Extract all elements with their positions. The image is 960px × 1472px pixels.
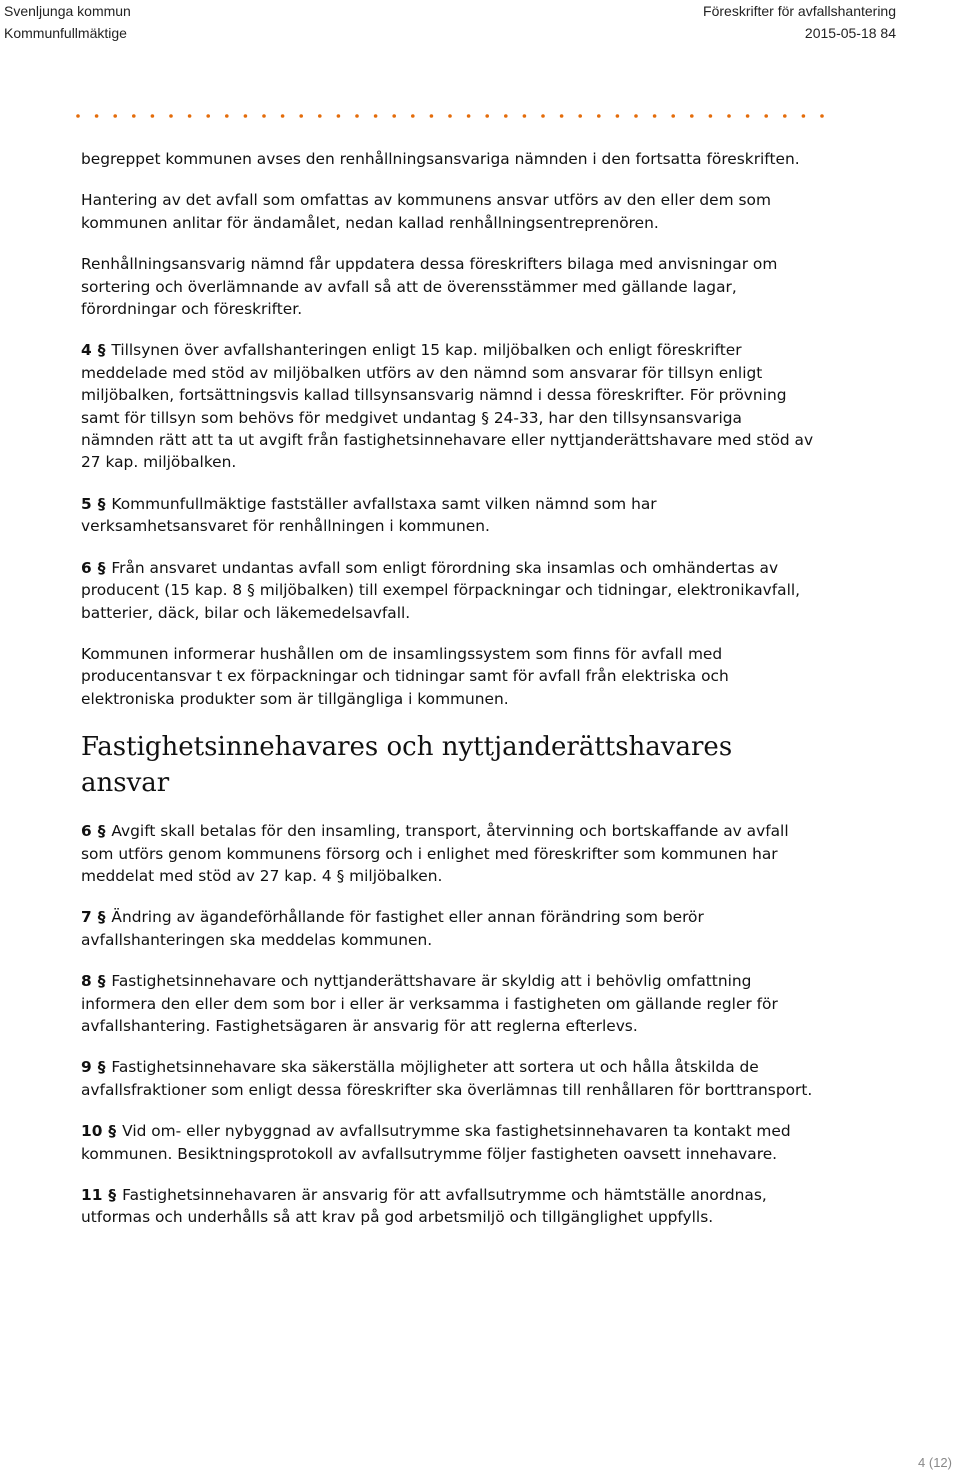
divider-dot (671, 114, 675, 118)
divider-dot (281, 114, 285, 118)
divider-dot (299, 114, 303, 118)
divider-dot (76, 114, 80, 118)
section-heading: Fastighetsinnehavares och nyttjanderättshavares ansvar (81, 732, 733, 799)
section-10 (81, 1120, 816, 1165)
divider-dot (616, 114, 620, 118)
paragraph: Kommunen informerar hushållen om de insamlingssystem som finns för avfall med producentansvar t ex förpackningar och tidningar samt för avfall från elektriska och elektroniska produkter som är tillgängliga i kommunen. (81, 644, 729, 708)
page-number: 4 (12) (918, 1455, 952, 1470)
paragraph: begreppet kommunen avses den renhållningsansvariga nämnden i den fortsatta föreskriften. (81, 150, 800, 168)
section-symbol: § (97, 908, 106, 927)
section-text: Från ansvaret undantas avfall som enligt förordning ska insamlas och omhändertas av producent (15 kap. 8 § miljöbalken) till exempel förpackningar och tidningar, elektronikavfall, batterier, däck, bilar och läkemedelsavfall. (81, 558, 801, 622)
section-9 (81, 1056, 816, 1101)
section-5 (81, 493, 816, 538)
divider-dot (820, 114, 824, 118)
section-symbol: § (97, 494, 106, 513)
section-num: 11 (81, 1186, 103, 1204)
header-org: Svenljunga kommun (4, 3, 131, 19)
header-date-ref: 2015-05-18 84 (804, 25, 896, 41)
section-num: 8 (81, 972, 92, 991)
divider-dot (634, 114, 638, 118)
divider-dot (727, 114, 731, 118)
divider-dot (802, 114, 806, 118)
section-num: 6 (81, 822, 92, 841)
divider-dot (504, 114, 508, 118)
divider-dot (560, 114, 564, 118)
section-text: Ändring av ägandeförhållande för fastighet eller annan förändring som berör avfallshanteringen ska meddelas kommunen. (81, 908, 704, 949)
divider-dot (151, 114, 155, 118)
section-11 (81, 1184, 816, 1229)
divider-dot (318, 114, 322, 118)
section-text: Vid om- eller nybyggnad av avfallsutrymme ska fastighetsinnehavaren ta kontakt med kommunen. Besiktningsprotokoll av avfallsutrymme följer fastigheten oavsett innehavare. (81, 1122, 791, 1163)
divider-dot (653, 114, 657, 118)
divider-dot (169, 114, 173, 118)
page-header (4, 0, 896, 48)
section-text: Fastighetsinnehavare ska säkerställa möjligheter att sortera ut och hålla åtskilda de avfallsfraktioner som enligt dessa föreskrifter ska överlämnas till renhållaren för borttransport. (81, 1058, 813, 1099)
divider-dot (188, 114, 192, 118)
section-4 (81, 339, 816, 473)
divider-dot (244, 114, 248, 118)
divider-dot (262, 114, 266, 118)
divider-dot (374, 114, 378, 118)
divider-dot (206, 114, 210, 118)
header-doc-title: Föreskrifter för avfallshantering (703, 3, 896, 19)
section-text: Tillsynen över avfallshanteringen enligt 15 kap. miljöbalken och enligt föreskrifter meddelade med stöd av miljöbalken utförs av den nämnd som ansvarar för tillsyn enligt miljöbalken, fortsättningsvis kallad tillsynsansvarig nämnd i dessa föreskrifter. För prövning samt för tillsyn som behövs för medgivet undantag § 24-33, har den tillsynsansvariga nämnden rätt att ta ut avgift från fastighetsinnehavare eller nyttjanderättshavare med stöd av 27 kap. miljöbalken. (81, 341, 814, 472)
section-text: Avgift skall betalas för den insamling, transport, återvinning och bortskaffande av avfall som utförs genom kommunens försorg och i enlighet med föreskrifter som kommunen har meddelat med stöd av 27 kap. 4 § miljöbalken. (81, 822, 789, 885)
section-6b (81, 820, 816, 887)
divider-dot (485, 114, 489, 118)
header-body: Kommunfullmäktige (4, 25, 127, 41)
divider-dot (764, 114, 768, 118)
section-symbol: § (97, 341, 106, 360)
divider-dot (337, 114, 341, 118)
section-num: 10 (81, 1122, 103, 1141)
divider-dot (225, 114, 229, 118)
divider-dot (783, 114, 787, 118)
divider-dot (467, 114, 471, 118)
section-symbol: § (97, 822, 106, 841)
divider-dot (746, 114, 750, 118)
section-symbol: § (97, 558, 106, 577)
section-text: Fastighetsinnehavare och nyttjanderättshavare är skyldig att i behövlig omfattning informera den eller dem som bor i eller är verksamma i fastigheten om gällande regler för avfallshantering. Fastighetsägaren är ansvarig för att reglerna efterlevs. (81, 972, 778, 1035)
section-text: Fastighetsinnehavaren är ansvarig för att avfallsutrymme och hämtställe anordnas, utformas och underhålls så att krav på god arbetsmiljö och tillgänglighet uppfylls. (81, 1186, 767, 1227)
dotted-divider (74, 98, 826, 128)
divider-dot (597, 114, 601, 118)
divider-dot (392, 114, 396, 118)
divider-dot (578, 114, 582, 118)
section-text: Kommunfullmäktige fastställer avfallstaxa samt vilken nämnd som har verksamhetsansvaret för renhållningen i kommunen. (81, 494, 657, 536)
section-7 (81, 906, 816, 951)
divider-dot (541, 114, 545, 118)
divider-dot (411, 114, 415, 118)
divider-dot (132, 114, 136, 118)
divider-dot (430, 114, 434, 118)
section-symbol: § (97, 972, 106, 991)
document-body (81, 148, 816, 1248)
divider-dot (355, 114, 359, 118)
divider-dot (690, 114, 694, 118)
section-6a (81, 557, 816, 624)
divider-dot (448, 114, 452, 118)
paragraph: Hantering av det avfall som omfattas av kommunens ansvar utförs av den eller dem som kommunen anlitar för ändamålet, nedan kallad renhållningsentreprenören. (81, 191, 771, 232)
section-num: 9 (81, 1058, 92, 1077)
section-symbol: § (108, 1186, 117, 1204)
divider-dot (113, 114, 117, 118)
section-symbol: § (108, 1122, 117, 1141)
paragraph: Renhållningsansvarig nämnd får uppdatera dessa föreskrifters bilaga med anvisningar om sortering och överlämnande av avfall så att de överensstämmer med gällande lagar, förordningar och föreskrifter. (81, 255, 778, 319)
divider-dot (95, 114, 99, 118)
divider-dot (709, 114, 713, 118)
section-num: 6 (81, 558, 92, 577)
section-symbol: § (97, 1058, 106, 1077)
section-num: 7 (81, 908, 92, 927)
section-8 (81, 970, 816, 1037)
divider-dot (523, 114, 527, 118)
section-num: 4 (81, 341, 92, 360)
section-num: 5 (81, 494, 92, 513)
